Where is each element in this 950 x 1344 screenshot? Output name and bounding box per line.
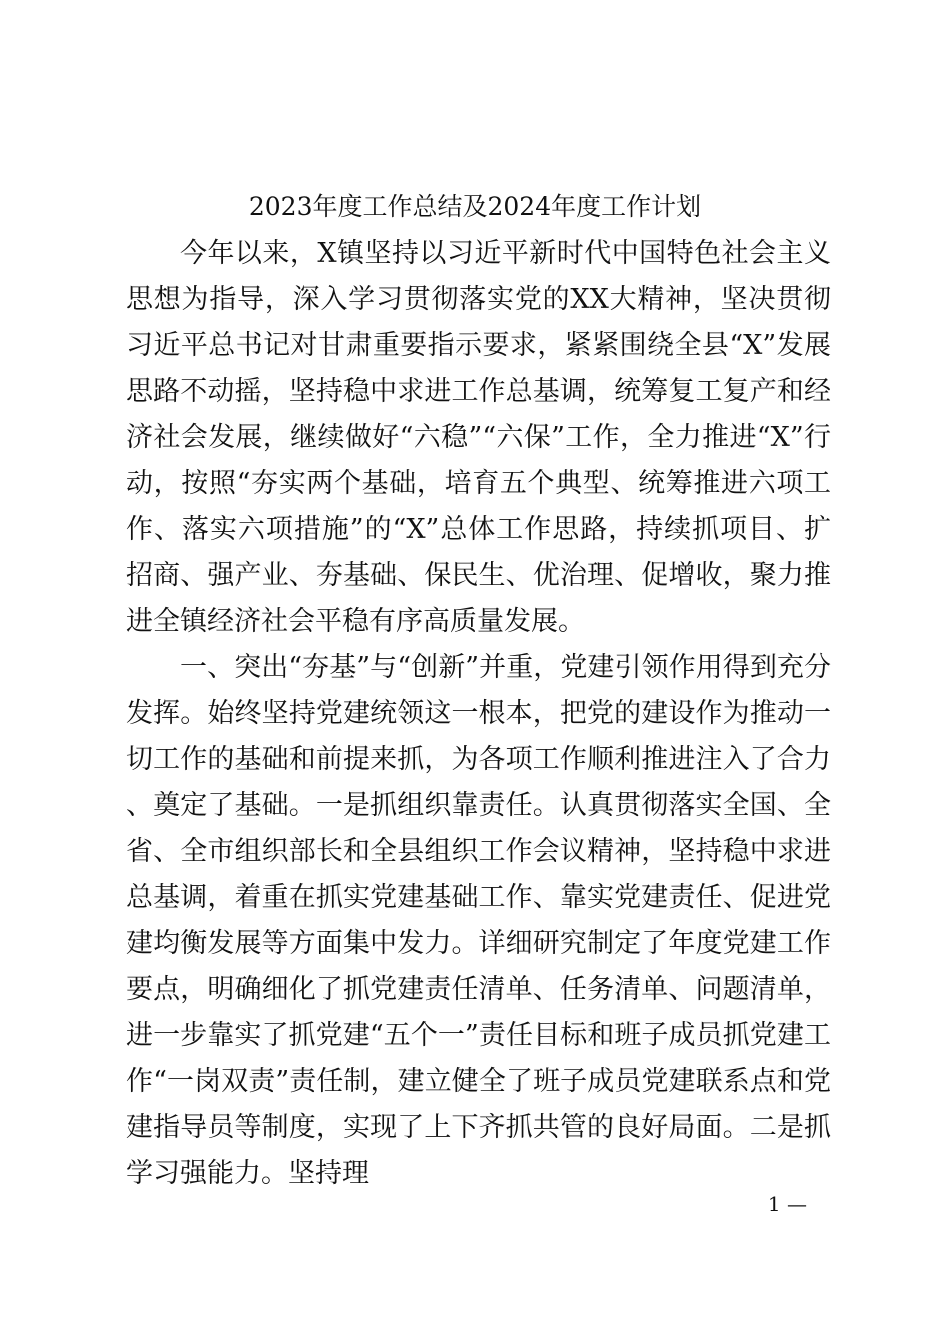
document-body: [126, 231, 831, 1197]
paragraph-section-one: 一、突出“夯基”与“创新”并重，党建引领作用得到充分发挥。始终坚持党建统领这一根本，把党的建设作为推动一切工作的基础和前提来抓，为各项工作顺利推进注入了合力、奠定了基础。一是抓组织靠责任。认真贯彻落实全国、全省、全市组织部长和全县组织工作会议精神，坚持稳中求进总基调，着重在抓实党建基础工作、靠实党建责任、促进党建均衡发展等方面集中发力。详细研究制定了年度党建工作要点，明确细化了抓党建责任清单、任务清单、问题清单，进一步靠实了抓党建“五个一”责任目标和班子成员抓党建工作“一岗双责”责任制，建立健全了班子成员党建联系点和党建指导员等制度，实现了上下齐抓共管的良好局面。二是抓学习强能力。坚持理: [126, 652, 831, 1189]
paragraph-intro: 今年以来，X镇坚持以习近平新时代中国特色社会主义思想为指导，深入学习贯彻落实党的XX大精神，坚决贯彻习近平总书记对甘肃重要指示要求，紧紧围绕全县“X”发展思路不动摇，坚持稳中求进工作总基调，统筹复工复产和经济社会发展，继续做好“六稳”“六保”工作，全力推进“X”行动，按照“夯实两个基础，培育五个典型、统筹推进六项工作、落实六项措施”的“X”总体工作思路，持续抓项目、扩招商、强产业、夯基础、保民生、优治理、促增收，聚力推进全镇经济社会平稳有序高质量发展。: [126, 238, 831, 637]
page-number: 1 —: [767, 1192, 807, 1216]
document-title: 2023年度工作总结及2024年度工作计划: [248, 192, 702, 221]
